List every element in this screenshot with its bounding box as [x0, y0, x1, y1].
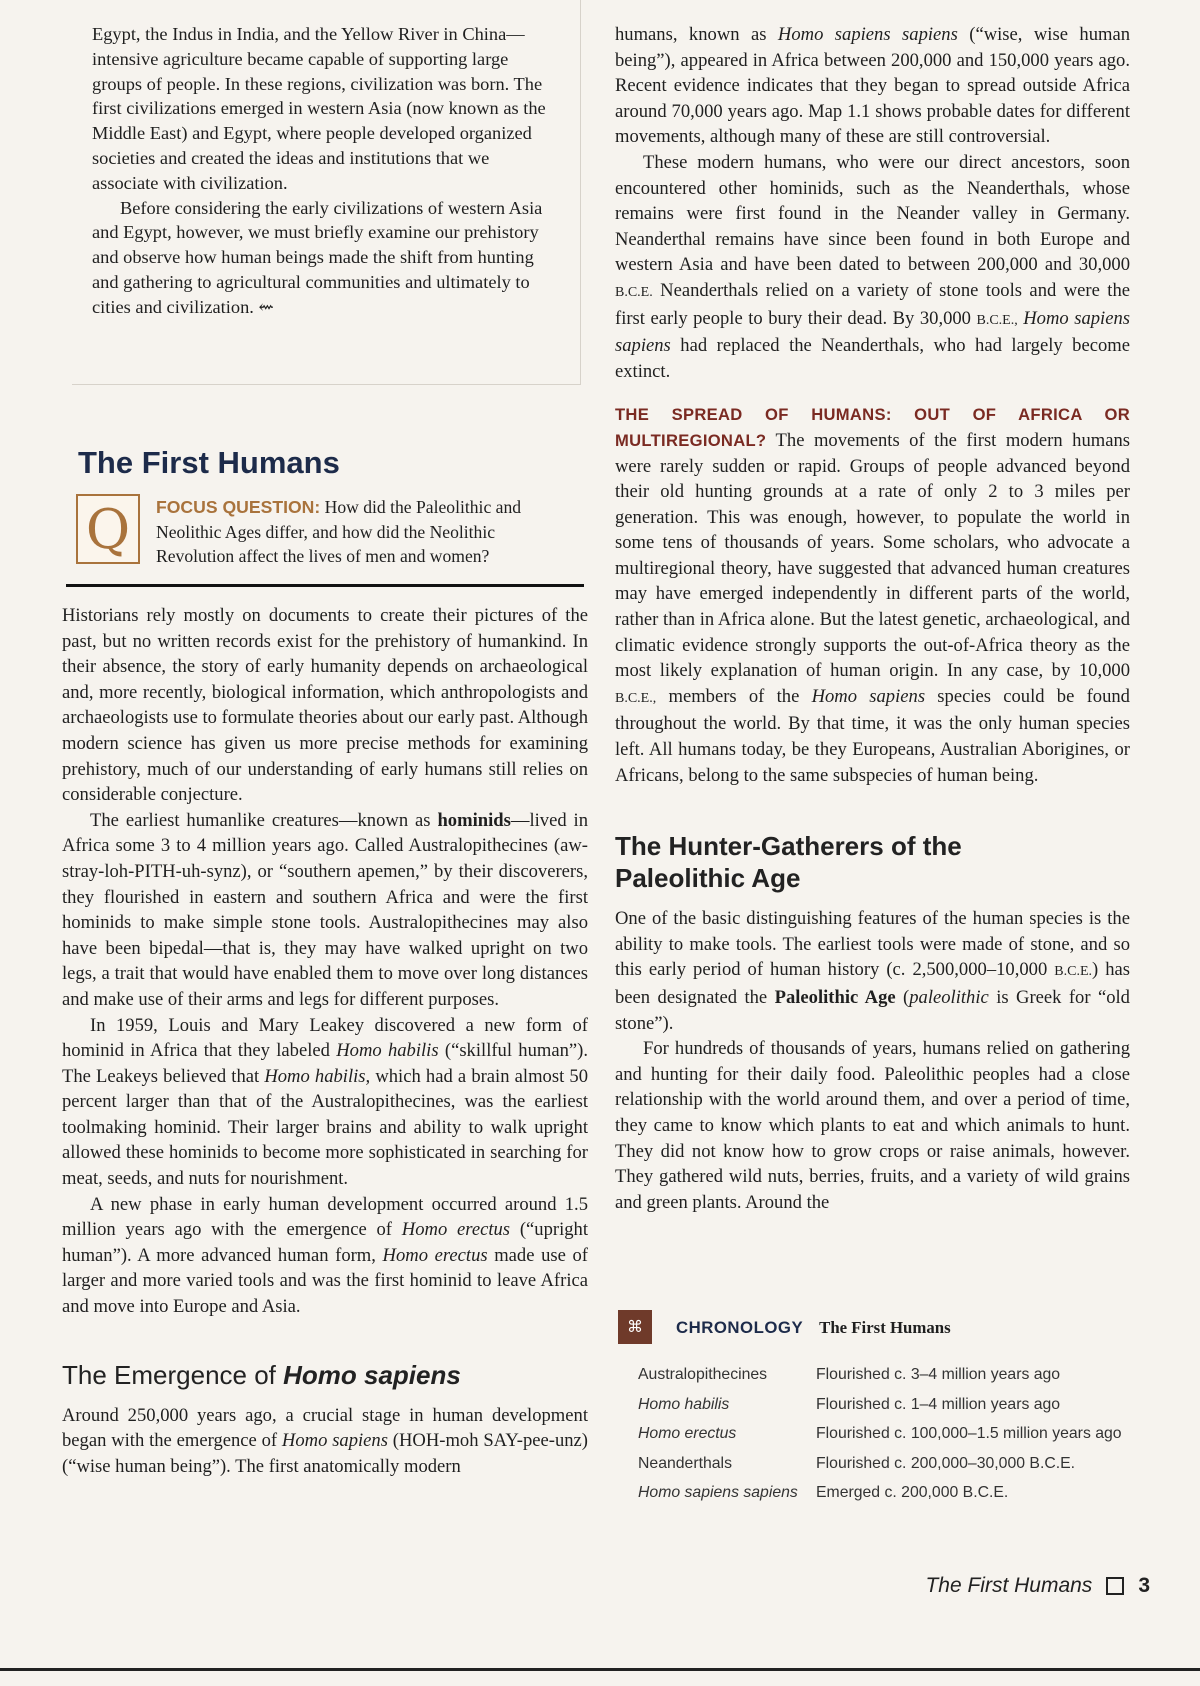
- page-footer: [925, 1574, 1150, 1598]
- chronology-icon: ⌘: [618, 1310, 652, 1344]
- focus-question-text: [156, 495, 576, 569]
- paragraph: Historians rely mostly on documents to create their pictures of the past, but no written records exist for the prehistory of humankind. In their absence, the story of early humanity depends on archaeological and, more recently, biological information, which anthropologists and archaeologists use to formulate theories about our early past. Although modern science has given us more precise methods for examining prehistory, much of our understanding of early humans still relies on considerable conjecture.: [62, 605, 588, 806]
- chronology-row: [638, 1484, 1138, 1514]
- paragraph: In 1959, Louis and Mary Leakey discovered a new form of hominid in Africa that they labeled Homo habilis (“skillful human”). The Leakeys believed that Homo habilis, which had a brain almost 50 percent larger than that of the Australopithecines, was the earliest toolmaking hominid. Their larger brains and ability to walk upright allowed these hominids to become more sophisticated in searching for meat, seeds, and nuts for nourishment.: [62, 1014, 588, 1190]
- heading-hunter-gatherers: The Hunter-Gatherers of the Paleolithic Age: [615, 831, 962, 894]
- key-term: hominids: [437, 809, 511, 831]
- page-number: 3: [1138, 1574, 1150, 1597]
- chronology-title: [676, 1318, 951, 1338]
- chronology-name: Neanderthals: [638, 1454, 732, 1472]
- intro-text: [92, 22, 552, 320]
- paragraph: Around 250,000 years ago, a crucial stage in human development began with the emergence of Homo sapiens (HOH-moh SAY-pee-unz) (“wise human being”). The first anatomically modern: [62, 1404, 588, 1477]
- focus-question-icon: Q: [76, 494, 140, 564]
- chronology-name: Homo habilis: [638, 1395, 730, 1413]
- intro-paragraph-2: Before considering the early civilizations of western Asia and Egypt, however, we must briefly examine our prehistory and observe how human beings made the shift from hunting and gathering to agricultural communities and ultimately to cities and civilization. ⇜: [92, 197, 543, 317]
- chronology-date: Flourished c. 1–4 million years ago: [816, 1395, 1061, 1413]
- running-title: The First Humans: [925, 1574, 1093, 1597]
- heading-first-humans: The First Humans: [78, 445, 340, 480]
- section-end-icon: ⇜: [258, 296, 274, 317]
- paragraph: The earliest humanlike creatures—known as hominids—lived in Africa some 3 to 4 million years ago. Called Australopithecines (aw-stray-loh-PITH-uh-synz), or “southern apemen,” by their discoverers, they flourished in eastern and southern Africa and were the first hominids to make simple stone tools. Australopithecines may also have been bipedal—that is, they may have walked upright on two legs, a trait that would have enabled them to move over long distances and make use of their arms and legs for different purposes.: [62, 809, 588, 1010]
- focus-label: FOCUS QUESTION:: [156, 497, 321, 517]
- chronology-date: Flourished c. 100,000–1.5 million years ago: [816, 1425, 1122, 1442]
- chronology-name: Homo erectus: [638, 1425, 737, 1442]
- heading-emergence: The Emergence of Homo sapiens: [62, 1359, 461, 1390]
- chronology-row: [638, 1396, 1138, 1426]
- left-column: [62, 603, 588, 1479]
- focus-question: [76, 494, 576, 569]
- chronology-date: Flourished c. 200,000–30,000 B.C.E.: [816, 1454, 1076, 1472]
- intro-paragraph-1: Egypt, the Indus in India, and the Yellow River in China—intensive agriculture became capable of supporting large groups of people. In these regions, civilization was born. The first civilizations emerged in western Asia (now known as the Middle East) and Egypt, where people developed organized societies and created the ideas and institutions that we associate with civilization.: [92, 24, 546, 193]
- paragraph: A new phase in early human development occurred around 1.5 million years ago with the emergence of Homo erectus (“upright human”). A more advanced human form, Homo erectus made use of larger and more varied tools and was the first hominid to leave Africa and move into Europe and Asia.: [62, 1193, 588, 1318]
- paragraph: humans, known as Homo sapiens sapiens (“wise, wise human being”), appeared in Africa between 200,000 and 150,000 years ago. Recent evidence indicates that they began to spread outside Africa around 70,000 years ago. Map 1.1 shows probable dates for different movements, although many of these are still controversial.: [615, 24, 1131, 148]
- square-icon: [1106, 1577, 1124, 1595]
- paragraph: One of the basic distinguishing features of the human species is the ability to make tools. The earliest tools were made of stone, and so this early period of human history (c. 2,500,000–10,000 B.C.E.) has been designated the Paleolithic Age (paleolithic is Greek for “old stone”).: [615, 908, 1130, 1034]
- chronology-date: Flourished c. 3–4 million years ago: [816, 1366, 1061, 1383]
- right-column: [615, 22, 1130, 1215]
- paragraph: For hundreds of thousands of years, humans relied on gathering and hunting for their daily food. Paleolithic peoples had a close relationship with the world around them, and over a period of time, they came to know which plants to eat and which animals to hunt. They did not know how to grow crops or raise animals, however. They gathered wild nuts, berries, fruits, and a variety of wild grains and green plants. Around the: [615, 1038, 1130, 1213]
- chronology-list: [638, 1366, 1138, 1514]
- chronology-label: CHRONOLOGY: [676, 1318, 804, 1337]
- chronology-row: [638, 1455, 1138, 1485]
- chronology-name: Australopithecines: [638, 1366, 768, 1383]
- paragraph: These modern humans, who were our direct ancestors, soon encountered other hominids, such as the Neanderthals, whose remains were first found in the Neander valley in Germany. Neanderthal remains have since been found in both Europe and western Asia and have been dated to between 200,000 and 30,000 B.C.E. Neanderthals relied on a variety of stone tools and were the first early people to bury their dead. By 30,000 B.C.E., Homo sapiens sapiens had replaced the Neanderthals, who had largely become extinct.: [615, 151, 1130, 382]
- chronology-date: Emerged c. 200,000 B.C.E.: [816, 1484, 1009, 1501]
- chronology-heading: The First Humans: [819, 1318, 951, 1337]
- chronology-row: [638, 1425, 1138, 1455]
- chronology-row: [638, 1366, 1138, 1396]
- paragraph: THE SPREAD OF HUMANS: OUT OF AFRICA OR MULTIREGIONAL? The movements of the first modern humans were rarely sudden or rapid. Groups of people advanced beyond their old hunting grounds at a rate of only 2 to 3 miles per generation. This was enough, however, to populate the world in some tens of thousands of years. Some scholars, who advocate a multiregional theory, have suggested that advanced human creatures may have emerged independently in different parts of the world, rather than in Africa alone. But the latest genetic, archaeological, and climatic evidence strongly supports the out-of-Africa theory as the most likely explanation of human origin. In any case, by 10,000 B.C.E., members of the Homo sapiens species could be found throughout the world. By that time, it was the only human species left. All humans today, be they Europeans, Australian Aborigines, or Africans, belong to the same subspecies of human being.: [615, 405, 1130, 786]
- chronology-name: Homo sapiens sapiens: [638, 1484, 798, 1501]
- subsection-heading: THE SPREAD OF HUMANS: OUT OF AFRICA OR MULTIREGIONAL?: [615, 405, 1130, 450]
- focus-body: How did the Paleolithic and Neolithic Ages differ, and how did the Neolithic Revolution affect the lives of men and women?: [156, 497, 522, 567]
- bottom-rule: [0, 1668, 1200, 1671]
- section-rule: [66, 584, 584, 587]
